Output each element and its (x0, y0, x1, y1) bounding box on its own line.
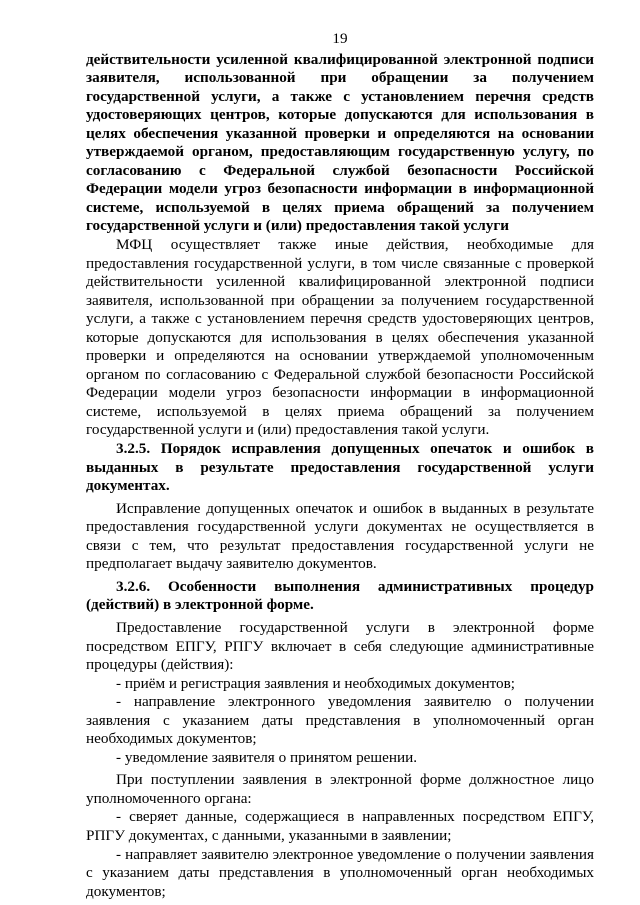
paragraph-electronic-procedures: Предоставление государственной услуги в электронной форме посредством ЕПГУ, РПГУ включает в себя следующие административные процедуры (действия): (86, 618, 594, 674)
document-body (86, 51, 594, 902)
list-item-send-notice: - направляет заявителю электронное уведомление о получении заявления с указанием даты представления в уполномоченный орган необходимых документов; (86, 845, 594, 900)
list-item-data-check: - сверяет данные, содержащиеся в направленных посредством ЕПГУ, РПГУ документах, с данными, указанными в заявлении; (86, 808, 594, 844)
paragraph-signature-check-bold: действительности усиленной квалифицированной электронной подписи заявителя, использованной при обращении за получением государственной услуги, а также с установлением перечня средств удостоверяющих центров, которые допускаются для использования в целях обеспечения указанной проверки и определяются на основании утверждаемой органом, предоставляющим государственную услугу, по согласованию с Федеральной службой безопасности Российской Федерации модели угроз безопасности информации в информационной системе, используемой в целях приема обращений за получением государственной услуги и (или) предоставления такой услуги (86, 50, 594, 235)
paragraph-corrections: Исправление допущенных опечаток и ошибок в выданных в результате предоставления государственной услуги документах не осуществляется в связи с тем, что результат предоставления государственной услуги не предполагает выдачу заявителю документов. (86, 499, 594, 573)
paragraph-mfc-actions: МФЦ осуществляет также иные действия, необходимые для предоставления государственной услуги, в том числе связанные с проверкой действительности усиленной квалифицированной электронной подписи заявителя, использованной при обращении за получением государственной услуги, а также с установлением перечня средств удостоверяющих центров, которые допускаются для использования в целях обеспечения указанной проверки и определяются на основании утверждаемой уполномоченным органом по согласованию с Федеральной службой безопасности Российской Федерации модели угроз безопасности информации в информационной системе, используемой в целях приема обращений за получением государственной услуги и (или) предоставления такой услуги. (86, 236, 594, 439)
section-heading-3-2-5: 3.2.5. Порядок исправления допущенных опечаток и ошибок в выданных в результате предоставления государственной услуги документах. (86, 440, 594, 495)
paragraph-official-actions: При поступлении заявления в электронной форме должностное лицо уполномоченного органа: (86, 771, 594, 807)
list-item-decision: - уведомление заявителя о принятом решении. (116, 748, 418, 766)
list-item-registration: - приём и регистрация заявления и необходимых документов; (116, 674, 516, 692)
list-item-notification: - направление электронного уведомления заявителю о получении заявления с указанием даты представления в уполномоченный орган необходимых документов; (86, 693, 594, 748)
page-number: 19 (332, 30, 348, 47)
section-heading-3-2-6: 3.2.6. Особенности выполнения административных процедур (действий) в электронной форме. (86, 577, 594, 614)
